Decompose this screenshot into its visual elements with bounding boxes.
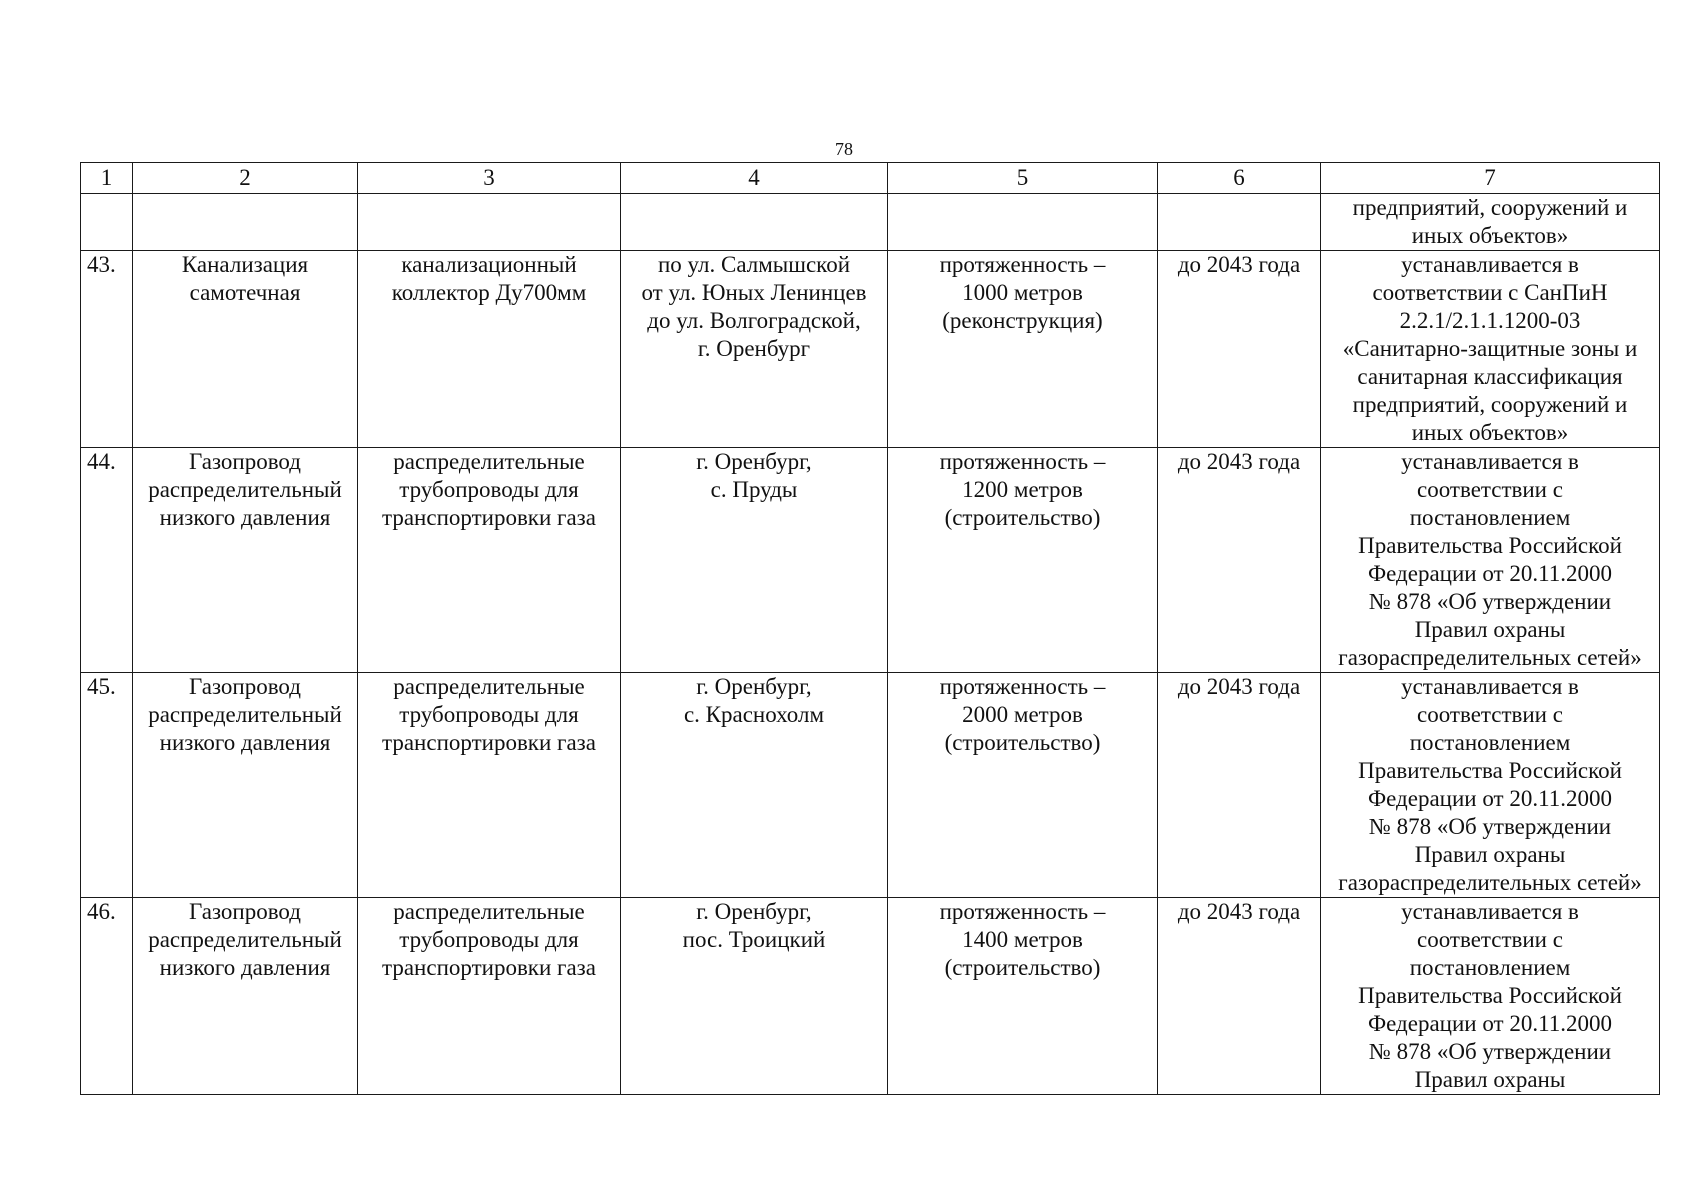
zone-cell [1321,448,1660,673]
table-row [81,448,1660,673]
location: г. Оренбург, пос. Троицкий [682,899,826,952]
table-cell [1158,194,1321,251]
term: до 2043 года [1177,449,1301,474]
continuation-row [81,194,1660,251]
characteristics: протяженность – 1400 метров (строительство) [939,899,1106,980]
location-cell [621,251,888,448]
table-cell [888,194,1158,251]
zone-text: устанавливается в соответствии с СанПиН 2.2.1/2.1.1.1200-03 «Санитарно-защитные зоны и санитарная классификация предприятий, сооружений и иных объектов» [1342,252,1638,445]
location: г. Оренбург, с. Пруды [696,449,812,502]
table-row [81,251,1660,448]
characteristics-cell [888,673,1158,898]
object-type-cell [358,448,621,673]
location-cell [621,448,888,673]
location-cell [621,673,888,898]
column-header-6: 6 [1158,163,1321,194]
column-header-5: 5 [888,163,1158,194]
object-name-cell [133,448,358,673]
table-cell [81,194,133,251]
row-number: 46. [81,898,133,1095]
object-type: канализационный коллектор Ду700мм [391,252,587,305]
table-cell [621,194,888,251]
characteristics-cell [888,448,1158,673]
characteristics: протяженность – 1200 метров (строительство) [939,449,1106,530]
table-cell-zone [1321,194,1660,251]
table-row [81,898,1660,1095]
column-header-1: 1 [81,163,133,194]
column-header-7: 7 [1321,163,1660,194]
page-number: 78 [835,139,853,159]
object-type: распределительные трубопроводы для транспортировки газа [382,449,596,530]
object-name-cell [133,673,358,898]
term-cell [1158,673,1321,898]
location: г. Оренбург, с. Краснохолм [683,674,825,727]
object-type-cell [358,673,621,898]
column-header-4: 4 [621,163,888,194]
object-name-cell [133,898,358,1095]
term-cell [1158,448,1321,673]
objects-table [80,162,1660,1095]
zone-text: устанавливается в соответствии с постановлением Правительства Российской Федерации от 20.11.2000 № 878 «Об утверждении Правил охраны газораспределительных сетей» [1338,674,1642,895]
term-cell [1158,251,1321,448]
object-name-cell [133,251,358,448]
column-header-3: 3 [358,163,621,194]
zone-text: предприятий, сооружений и иных объектов» [1352,195,1628,248]
object-type-cell [358,251,621,448]
table-cell [133,194,358,251]
table-cell [358,194,621,251]
column-header-2: 2 [133,163,358,194]
zone-text: устанавливается в соответствии с постановлением Правительства Российской Федерации от 20.11.2000 № 878 «Об утверждении Правил охраны газораспределительных сетей» [1338,449,1642,670]
term: до 2043 года [1177,252,1301,277]
term: до 2043 года [1177,899,1301,924]
object-type: распределительные трубопроводы для транспортировки газа [382,674,596,755]
row-number: 43. [81,251,133,448]
object-name: Газопровод распределительный низкого давления [148,449,342,530]
characteristics-cell [888,898,1158,1095]
zone-text: устанавливается в соответствии с постановлением Правительства Российской Федерации от 20.11.2000 № 878 «Об утверждении Правил охраны [1358,899,1622,1092]
characteristics: протяженность – 2000 метров (строительство) [939,674,1106,755]
zone-cell [1321,673,1660,898]
column-number-row [81,163,1660,194]
object-type-cell [358,898,621,1095]
object-name: Канализация самотечная [181,252,309,305]
row-number: 44. [81,448,133,673]
characteristics-cell [888,251,1158,448]
object-type: распределительные трубопроводы для транспортировки газа [382,899,596,980]
object-name: Газопровод распределительный низкого давления [148,674,342,755]
location-cell [621,898,888,1095]
row-number: 45. [81,673,133,898]
term: до 2043 года [1177,674,1301,699]
term-cell [1158,898,1321,1095]
characteristics: протяженность – 1000 метров (реконструкция) [939,252,1106,333]
table-row [81,673,1660,898]
location: по ул. Салмышской от ул. Юных Ленинцев до ул. Волгоградской, г. Оренбург [641,252,867,361]
zone-cell [1321,251,1660,448]
object-name: Газопровод распределительный низкого давления [148,899,342,980]
zone-cell [1321,898,1660,1095]
